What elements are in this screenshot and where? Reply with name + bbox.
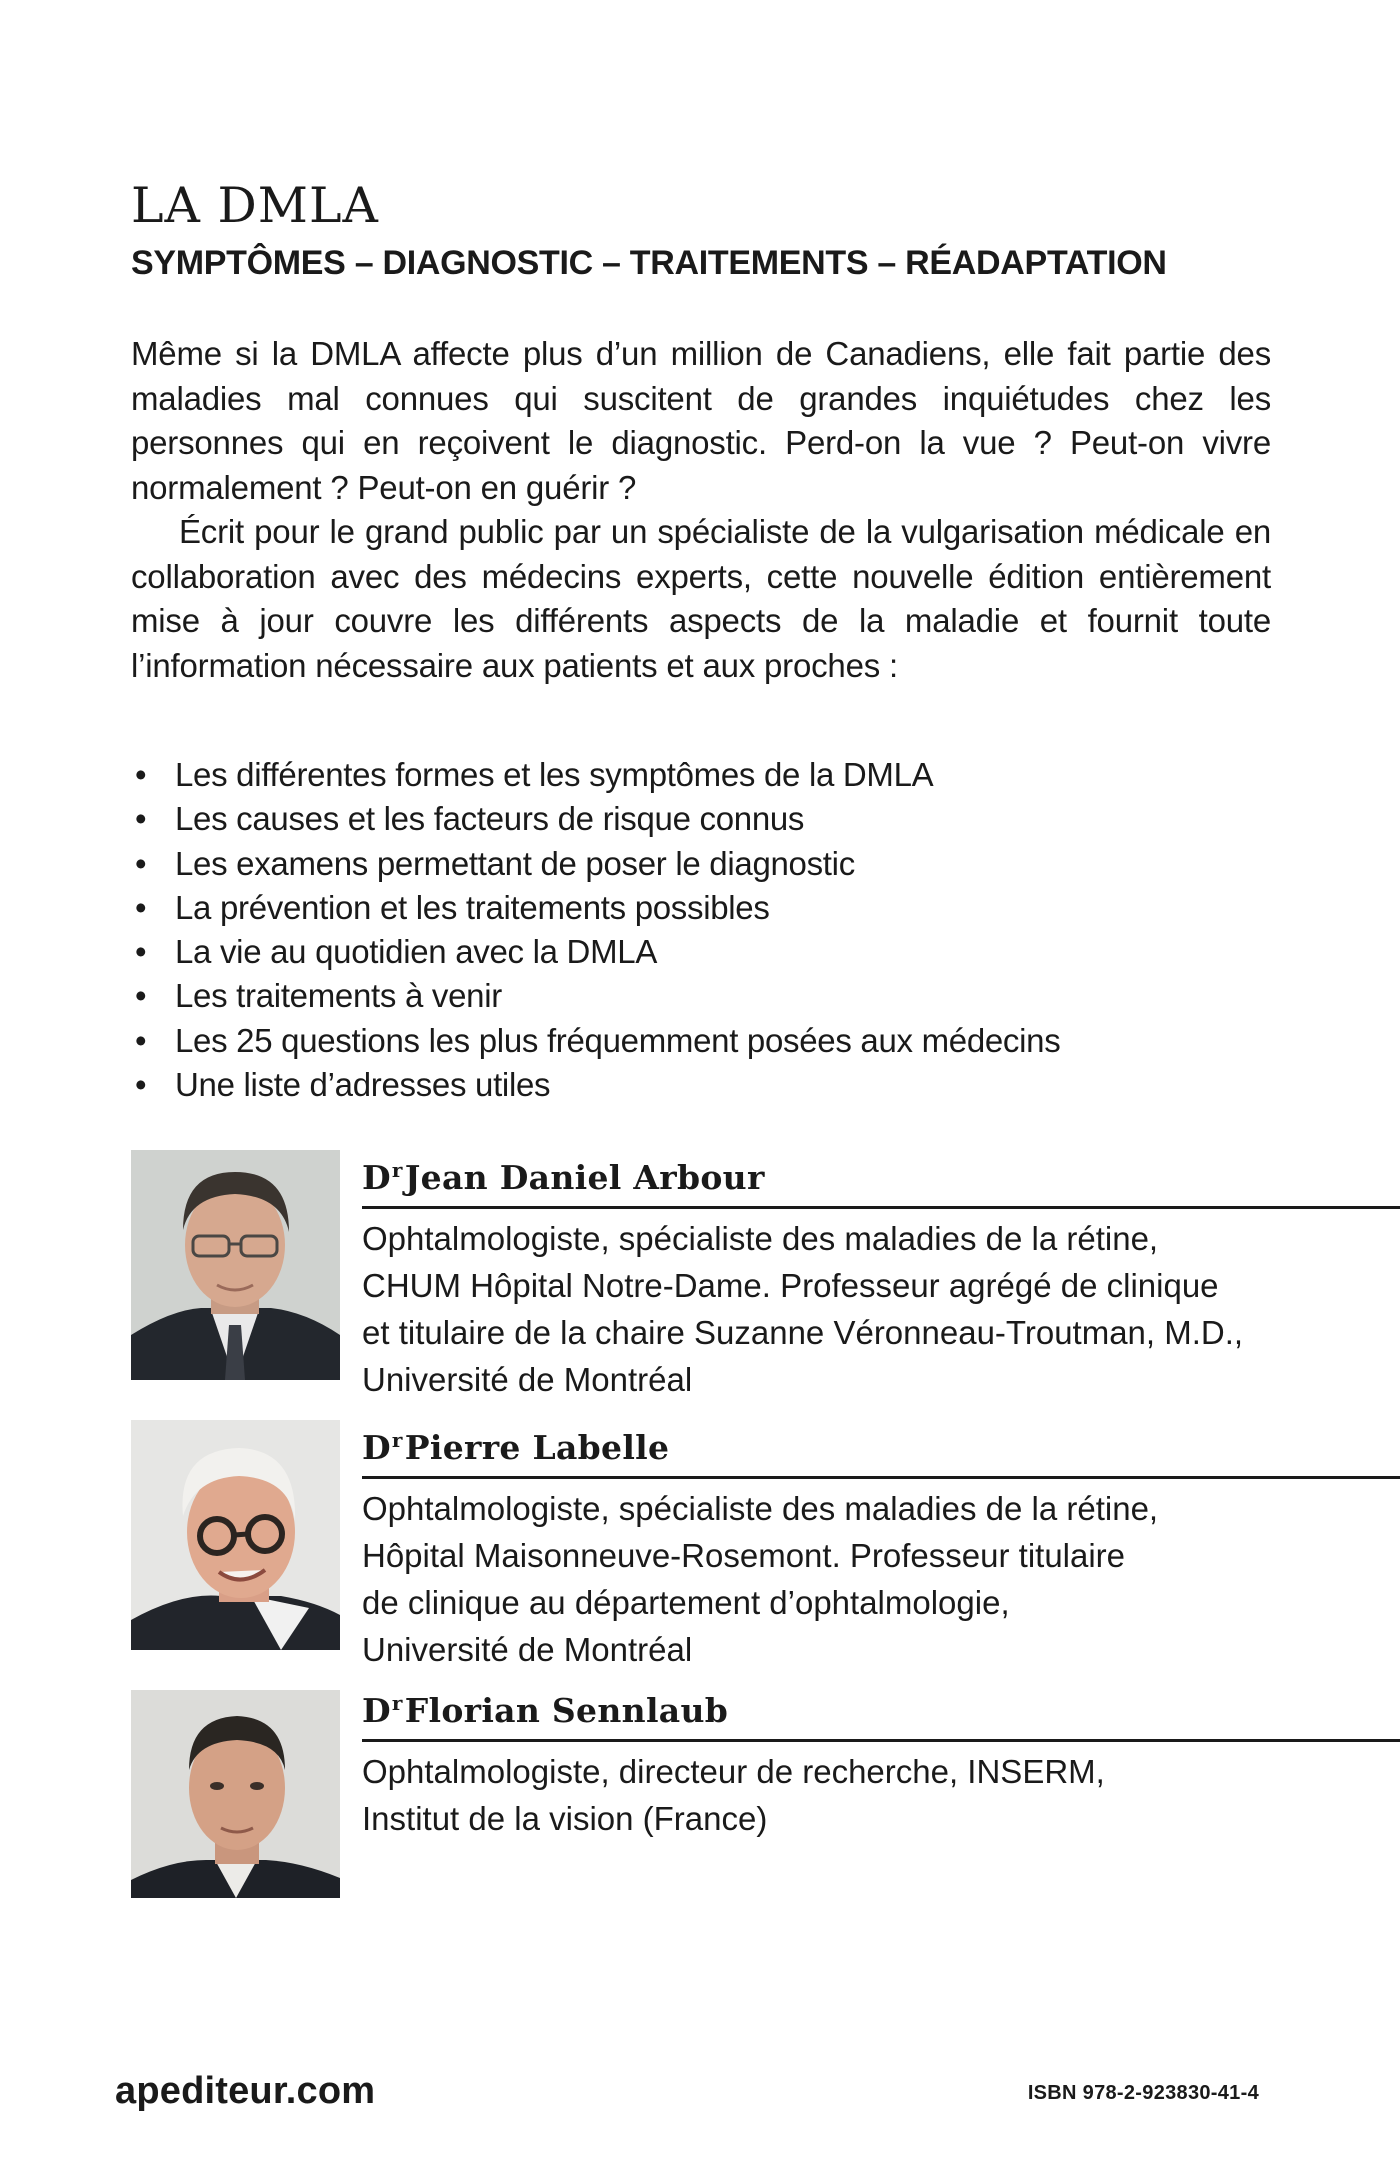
author-name-text: Pierre Labelle [404,1428,670,1467]
book-subtitle: SYMPTÔMES – DIAGNOSTIC – TRAITEMENTS – RÉADAPTATION [131,244,1167,282]
author-title-sup: r [391,1428,403,1452]
bullet-icon: • [135,1066,147,1104]
author-info [362,1683,1400,1842]
author-photo-arbour [131,1150,340,1380]
author-bio-line: Université de Montréal [362,1631,693,1668]
bullet-icon: • [135,756,147,793]
publisher-website: apediteur.com [115,2070,376,2112]
list-item [131,753,1271,797]
list-item [131,886,1271,930]
list-item-text: Une liste d’adresses utiles [175,1066,551,1104]
author-bio-line: Université de Montréal [362,1361,693,1398]
intro-text [131,332,1271,688]
author-bio-line: Ophtalmologiste, directeur de recherche, INSERM, [362,1753,1105,1790]
list-item [131,797,1271,841]
author-sennlaub [131,1683,1400,1898]
intro-paragraph-1: Même si la DMLA affecte plus d’un million de Canadiens, elle fait partie des maladies mal connues qui suscitent de grandes inquiétudes chez les personnes qui en reçoivent le diagnostic. Perd-on la vue ? Peut-on vivre normalement ? Peut-on en guérir ? [131,335,1271,506]
list-item-text: Les causes et les facteurs de risque connus [175,800,805,838]
author-bio-line: CHUM Hôpital Notre-Dame. Professeur agrégé de clinique [362,1267,1219,1304]
author-photo-labelle [131,1420,340,1650]
author-bio-line: Hôpital Maisonneuve-Rosemont. Professeur titulaire [362,1537,1126,1574]
list-item [131,842,1271,886]
intro-paragraph-2: Écrit pour le grand public par un spécialiste de la vulgarisation médicale en collaboration avec des médecins experts, cette nouvelle édition entièrement mise à jour couvre les différents aspects de la maladie et fournit toute l’information nécessaire aux patients et aux proches : [131,513,1271,684]
portrait-image [131,1690,340,1898]
author-title-prefix: D [362,1428,391,1467]
author-bio-line: Ophtalmologiste, spécialiste des maladies de la rétine, [362,1220,1159,1257]
author-arbour [131,1150,1400,1398]
author-name [362,1683,1400,1742]
list-item-text: Les 25 questions les plus fréquemment posées aux médecins [175,1021,1061,1059]
author-title-sup: r [391,1158,403,1182]
author-bio-line: Ophtalmologiste, spécialiste des maladies de la rétine, [362,1490,1159,1527]
author-bio [362,1485,1342,1673]
list-item [131,930,1271,974]
author-title-prefix: D [362,1158,391,1197]
author-info [362,1150,1400,1403]
author-title-prefix: D [362,1691,391,1730]
author-name-text: Florian Sennlaub [404,1691,729,1730]
list-item-text: La vie au quotidien avec la DMLA [175,933,658,971]
book-title: LA DMLA [131,177,379,234]
bullet-icon: • [135,933,147,971]
list-item [131,974,1271,1018]
author-info [362,1420,1400,1673]
author-bio-line: Institut de la vision (France) [362,1800,768,1837]
bullet-icon: • [135,1021,147,1059]
list-item-text: Les examens permettant de poser le diagnostic [175,844,855,882]
author-photo-sennlaub [131,1690,340,1898]
author-name [362,1150,1400,1209]
bullet-icon: • [135,977,147,1015]
author-title-sup: r [391,1691,403,1715]
list-item-text: Les différentes formes et les symptômes de la DMLA [175,756,934,793]
portrait-image [131,1150,340,1380]
author-bio [362,1748,1342,1842]
bullet-icon: • [135,800,147,838]
isbn: ISBN 978-2-923830-41-4 [1027,2082,1259,2104]
author-bio [362,1215,1342,1403]
list-item-text: La prévention et les traitements possibles [175,888,770,926]
portrait-image [131,1420,340,1650]
list-item [131,1019,1271,1063]
topics-list [131,753,1271,1107]
list-item [131,1063,1271,1107]
author-labelle [131,1420,1400,1668]
list-item-text: Les traitements à venir [175,977,502,1015]
author-name-text: Jean Daniel Arbour [404,1158,765,1197]
author-name [362,1420,1400,1479]
author-bio-line: et titulaire de la chaire Suzanne Véronneau-Troutman, M.D., [362,1314,1244,1351]
bullet-icon: • [135,844,147,882]
bullet-icon: • [135,888,147,926]
author-bio-line: de clinique au département d’ophtalmologie, [362,1584,1010,1621]
